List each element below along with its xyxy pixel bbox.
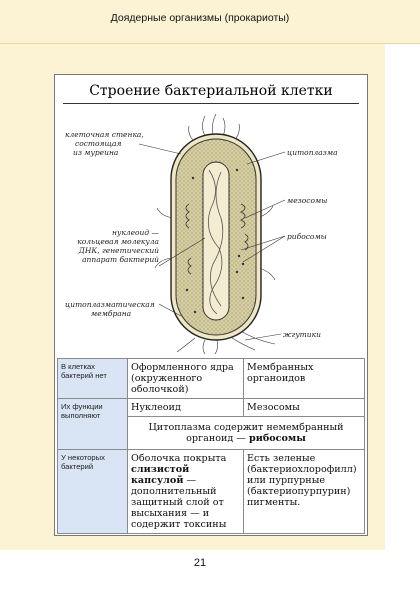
label-cell-wall: клеточная стенка, состоящая из муреина: [65, 130, 144, 157]
label-membrane: цитоплазматическая мембрана: [65, 300, 155, 318]
label-nucleoid: нуклеоид — кольцевая молекула ДНК, генетический аппарат бактерий: [77, 228, 159, 264]
label-mesosomes: мезосомы: [287, 196, 328, 205]
table-row: [58, 399, 365, 417]
table-row: [58, 359, 365, 399]
label-ribosomes: рибосомы: [287, 232, 327, 241]
bacterial-cell-figure: [55, 108, 367, 354]
label-flagella: жгутики: [283, 330, 321, 339]
cell-capsule: Оболочка покрыта слизистой капсулой — дополнительный защитный слой от высыхания — и содержит токсины: [128, 450, 244, 534]
running-title: Доядерные организмы (прокариоты): [110, 12, 290, 24]
page-panel: [0, 44, 385, 550]
bacteria-structure-card: [54, 74, 368, 536]
page-number: 21: [193, 557, 207, 569]
row-header-functions: Их функции выполняют: [58, 399, 128, 450]
cell-pigments: Есть зеленые (бактериохлорофилл) или пурпурные (бактериопурпурин) пигменты.: [244, 450, 365, 534]
cell-no-nucleus: Оформленного ядра (окруженного оболочкой): [128, 359, 244, 399]
table-row: [58, 450, 365, 534]
card-title: Строение бактериальной клетки: [63, 80, 359, 104]
comparison-table: [57, 358, 365, 534]
label-cytoplasm: цитоплазма: [287, 148, 338, 157]
running-header: [0, 0, 420, 44]
cell-nucleoid: Нуклеоид: [128, 399, 244, 417]
cell-no-organelles: Мембранных органоидов: [244, 359, 365, 399]
row-header-some: У некоторых бактерий: [58, 450, 128, 534]
cell-mesosomes: Мезосомы: [244, 399, 365, 417]
cell-ribosomes: Цитоплазма содержит немембранный органоид — рибосомы: [128, 417, 365, 450]
nucleoid-shape: [203, 162, 229, 320]
row-header-absent: В клетках бактерий нет: [58, 359, 128, 399]
